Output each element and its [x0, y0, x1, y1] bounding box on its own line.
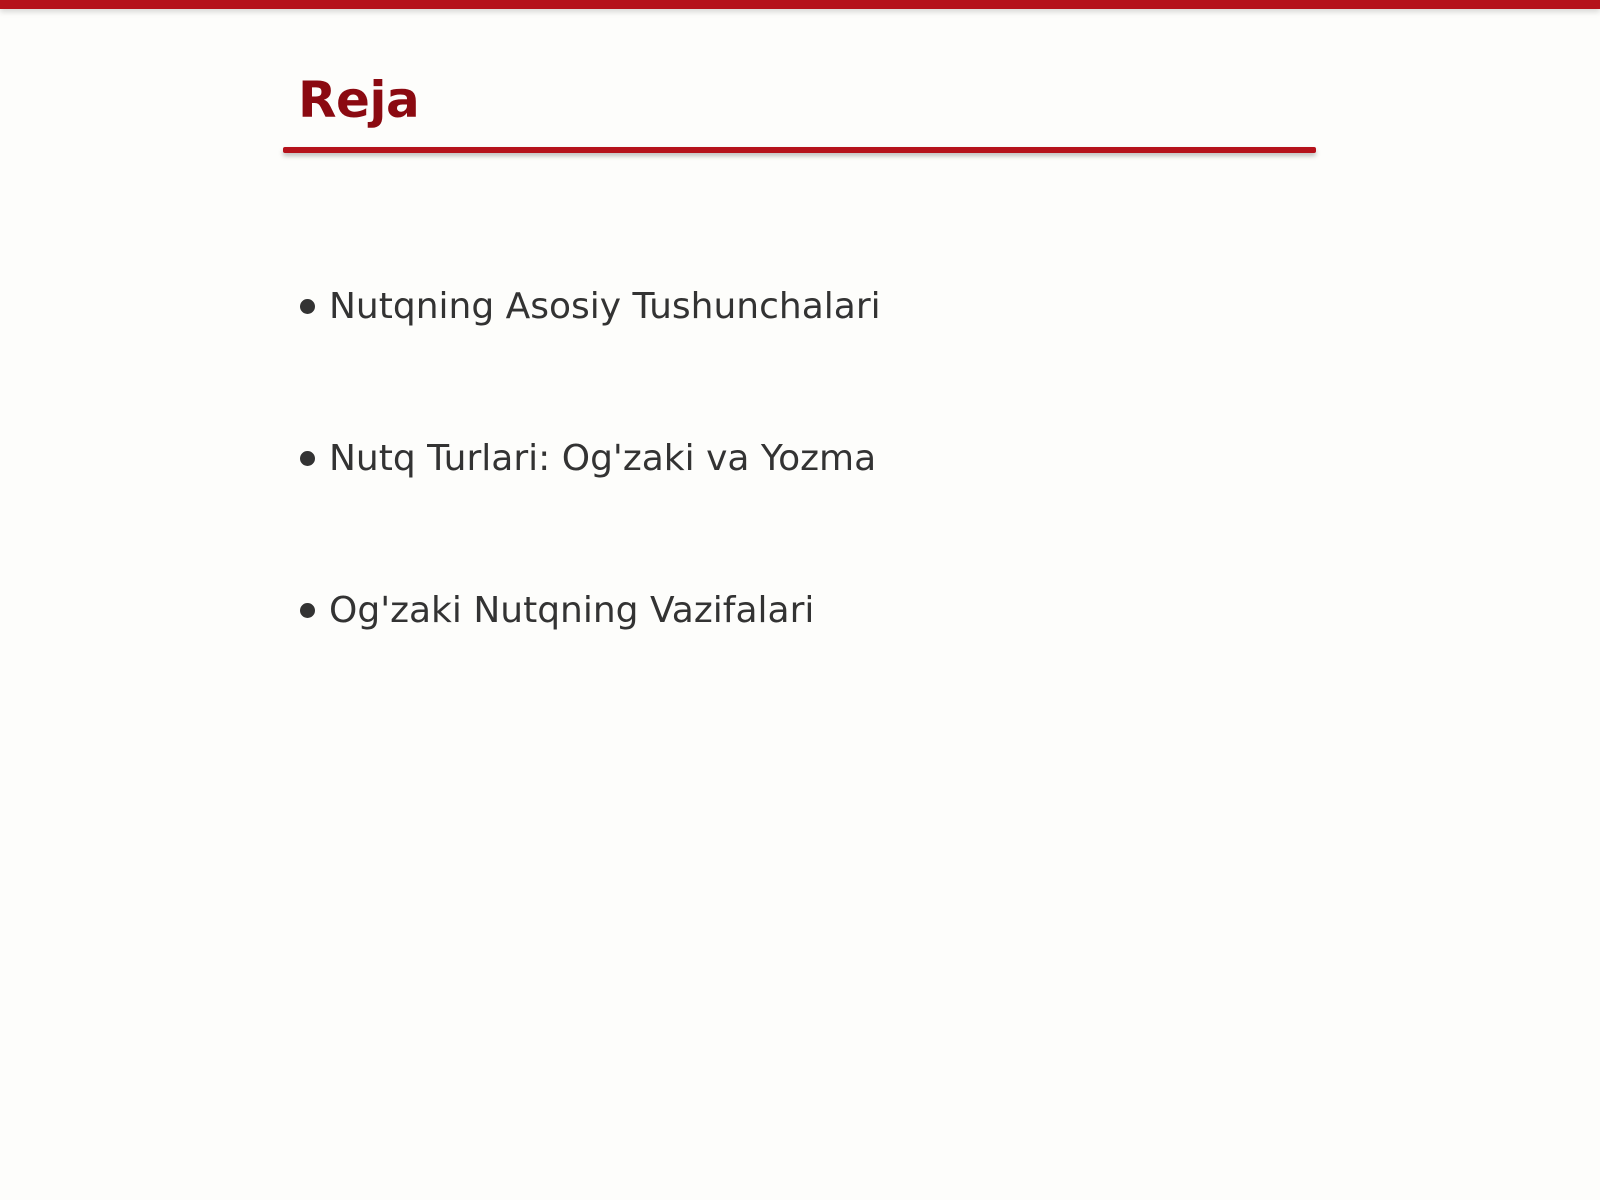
bullet-list: [300, 282, 881, 738]
bullet-dot-icon: [300, 299, 315, 314]
bullet-text: Nutqning Asosiy Tushunchalari: [329, 285, 881, 327]
bullet-item: [300, 434, 881, 482]
bullet-text: Og'zaki Nutqning Vazifalari: [329, 589, 815, 631]
bullet-text: Nutq Turlari: Og'zaki va Yozma: [329, 437, 877, 479]
slide-title: Reja: [298, 71, 420, 129]
bullet-dot-icon: [300, 603, 315, 618]
title-underline: [283, 147, 1316, 153]
bullet-dot-icon: [300, 451, 315, 466]
bullet-item: [300, 282, 881, 330]
bullet-item: [300, 586, 881, 634]
top-accent-bar: [0, 0, 1600, 9]
